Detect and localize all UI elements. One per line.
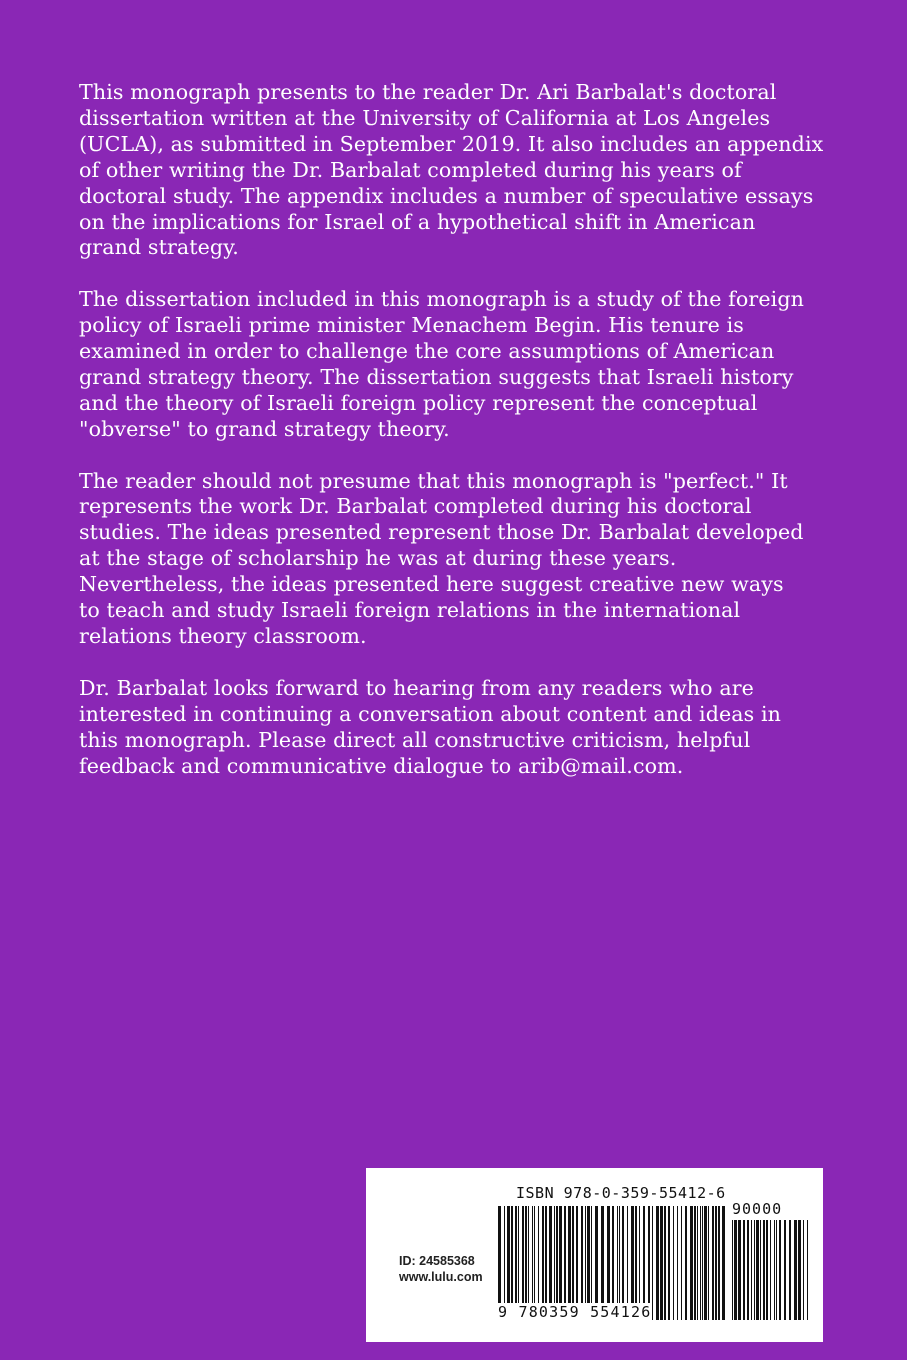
barcode-bar: [770, 1220, 771, 1320]
barcode-bar: [789, 1220, 791, 1320]
barcode-bar: [784, 1220, 786, 1320]
barcode-panel: [366, 1168, 823, 1342]
barcode-bar: [697, 1206, 698, 1320]
lulu-id: ID: 24585368: [399, 1254, 475, 1268]
barcode-bar: [779, 1220, 781, 1320]
barcode-bar: [738, 1220, 741, 1320]
barcode-bar: [766, 1220, 768, 1320]
barcode-bar: [807, 1220, 808, 1320]
barcode-bar: [656, 1206, 659, 1320]
cover-blurb: [79, 80, 839, 805]
barcode-bar: [668, 1206, 670, 1320]
price-code: 90000: [732, 1200, 783, 1218]
barcode-bar: [774, 1220, 775, 1320]
ean-digits: 9 780359 554126: [498, 1303, 652, 1321]
blurb-paragraph-3: The reader should not presume that this monograph is "perfect." It represents the work Dr. Barbalat completed during his doctoral studies. The ideas presented represent those Dr. Barbalat developed at the stage of scholarship he was at during these years. Nevertheless, the ideas presented here suggest creative new ways to teach and study Israeli foreign relations in the international relations theory classroom.: [79, 468, 804, 648]
barcode-bar: [794, 1220, 797, 1320]
barcode-bar: [754, 1220, 755, 1320]
barcode-bar: [685, 1206, 687, 1320]
barcode-bar: [664, 1206, 666, 1320]
barcode-bar: [751, 1220, 752, 1320]
barcode-bar: [715, 1206, 717, 1320]
barcode-bar: [704, 1206, 707, 1320]
barcode-bar: [734, 1220, 737, 1320]
barcode-bar: [722, 1206, 725, 1320]
lulu-url: www.lulu.com: [399, 1270, 483, 1284]
barcode-bar: [776, 1220, 777, 1320]
barcode-bar: [798, 1220, 801, 1320]
barcode-bar: [694, 1206, 696, 1320]
barcode-bar: [681, 1206, 682, 1320]
barcode-bar: [700, 1206, 701, 1320]
price-barcode: [732, 1220, 812, 1320]
barcode-bar: [702, 1206, 703, 1320]
barcode-bar: [690, 1206, 693, 1320]
blurb-paragraph-2: The dissertation included in this monograph is a study of the foreign policy of Israeli prime minister Menachem Begin. His tenure is examined in order to challenge the core assumptions of American grand strategy theory. The dissertation suggests that Israeli history and the theory of Israeli foreign policy represent the conceptual "obverse" to grand strategy theory.: [79, 287, 804, 441]
barcode-bar: [763, 1220, 765, 1320]
barcode-bar: [673, 1206, 674, 1320]
barcode-bar: [712, 1206, 714, 1320]
barcode-bar: [660, 1206, 663, 1320]
barcode-bar: [677, 1206, 678, 1320]
barcode-bar: [756, 1220, 759, 1320]
blurb-paragraph-4: Dr. Barbalat looks forward to hearing from any readers who are interested in continuing a conversation about content and ideas in this monograph. Please direct all constructive criticism, helpful feedback and communicative dialogue to arib@mail.com.: [79, 675, 782, 778]
barcode-bar: [708, 1206, 709, 1320]
blurb-paragraph-1: This monograph presents to the reader Dr. Ari Barbalat's doctoral dissertation written at the University of California at Los Angeles (UCLA), as submitted in September 2019. It also includes an appendix of other writing the Dr. Barbalat completed during his years of doctoral study. The appendix includes a number of speculative essays on the implications for Israel of a hypothetical shift in American grand strategy.: [79, 80, 824, 260]
isbn-label: ISBN 978-0-359-55412-6: [516, 1184, 726, 1202]
barcode-bar: [718, 1206, 720, 1320]
barcode-bar: [732, 1220, 733, 1320]
barcode-bar: [760, 1220, 761, 1320]
barcode-bar: [803, 1220, 804, 1320]
barcode-bar: [743, 1220, 745, 1320]
barcode-bar: [652, 1206, 653, 1320]
barcode-bar: [747, 1220, 749, 1320]
